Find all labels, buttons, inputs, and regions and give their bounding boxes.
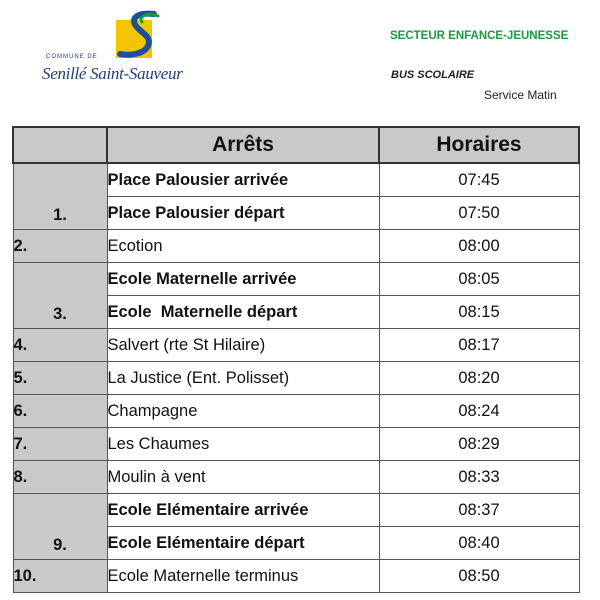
stop-time: 08:00 [379, 230, 579, 263]
bus-schedule-table [12, 126, 580, 593]
table-row [13, 428, 579, 461]
commune-logo [40, 10, 240, 90]
stop-name: Les Chaumes [107, 428, 379, 461]
stop-name: Moulin à vent [107, 461, 379, 494]
stop-time: 08:17 [379, 329, 579, 362]
logo-commune-label: COMMUNE DE [46, 54, 98, 60]
table-row [13, 329, 579, 362]
stop-name: Ecole Elémentaire départ [107, 527, 379, 560]
stop-time: 08:29 [379, 428, 579, 461]
stop-number: 6. [13, 395, 107, 428]
stop-time: 08:33 [379, 461, 579, 494]
stop-number: 1. [13, 163, 107, 230]
stop-number: 10. [13, 560, 107, 593]
commune-logo-mark-icon [108, 10, 168, 62]
stop-number: 3. [13, 263, 107, 329]
service-label: Service Matin [484, 88, 557, 102]
stop-name: Ecotion [107, 230, 379, 263]
table-row [13, 461, 579, 494]
stop-time: 08:50 [379, 560, 579, 593]
table-row [13, 263, 579, 296]
stop-name: Champagne [107, 395, 379, 428]
stop-name: Ecole Maternelle arrivée [107, 263, 379, 296]
stop-time: 07:45 [379, 163, 579, 197]
stop-name: Salvert (rte St Hilaire) [107, 329, 379, 362]
stop-name: Ecole Maternelle terminus [107, 560, 379, 593]
column-header-times: Horaires [379, 127, 579, 163]
stop-name: Ecole Elémentaire arrivée [107, 494, 379, 527]
table-row [13, 395, 579, 428]
stop-name: Place Palousier arrivée [107, 163, 379, 197]
table-row [13, 163, 579, 197]
stop-time: 08:24 [379, 395, 579, 428]
stop-name: La Justice (Ent. Polisset) [107, 362, 379, 395]
stop-name: Place Palousier départ [107, 197, 379, 230]
stop-time: 08:15 [379, 296, 579, 329]
sector-title: SECTEUR ENFANCE-JEUNESSE [390, 30, 569, 42]
stop-time: 08:20 [379, 362, 579, 395]
table-row [13, 230, 579, 263]
stop-time: 08:37 [379, 494, 579, 527]
stop-name: Ecole Maternelle départ [107, 296, 379, 329]
document-title: BUS SCOLAIRE [391, 69, 475, 81]
stop-number: 8. [13, 461, 107, 494]
stop-time: 08:05 [379, 263, 579, 296]
table-row [13, 494, 579, 527]
stop-number: 4. [13, 329, 107, 362]
stop-time: 07:50 [379, 197, 579, 230]
table-row [13, 560, 579, 593]
stop-time: 08:40 [379, 527, 579, 560]
stop-number: 9. [13, 494, 107, 560]
logo-commune-name: Senillé Saint-Sauveur [42, 64, 183, 83]
column-header-stops: Arrêts [107, 127, 379, 163]
stop-number: 5. [13, 362, 107, 395]
table-row [13, 362, 579, 395]
stop-number: 7. [13, 428, 107, 461]
stop-number: 2. [13, 230, 107, 263]
